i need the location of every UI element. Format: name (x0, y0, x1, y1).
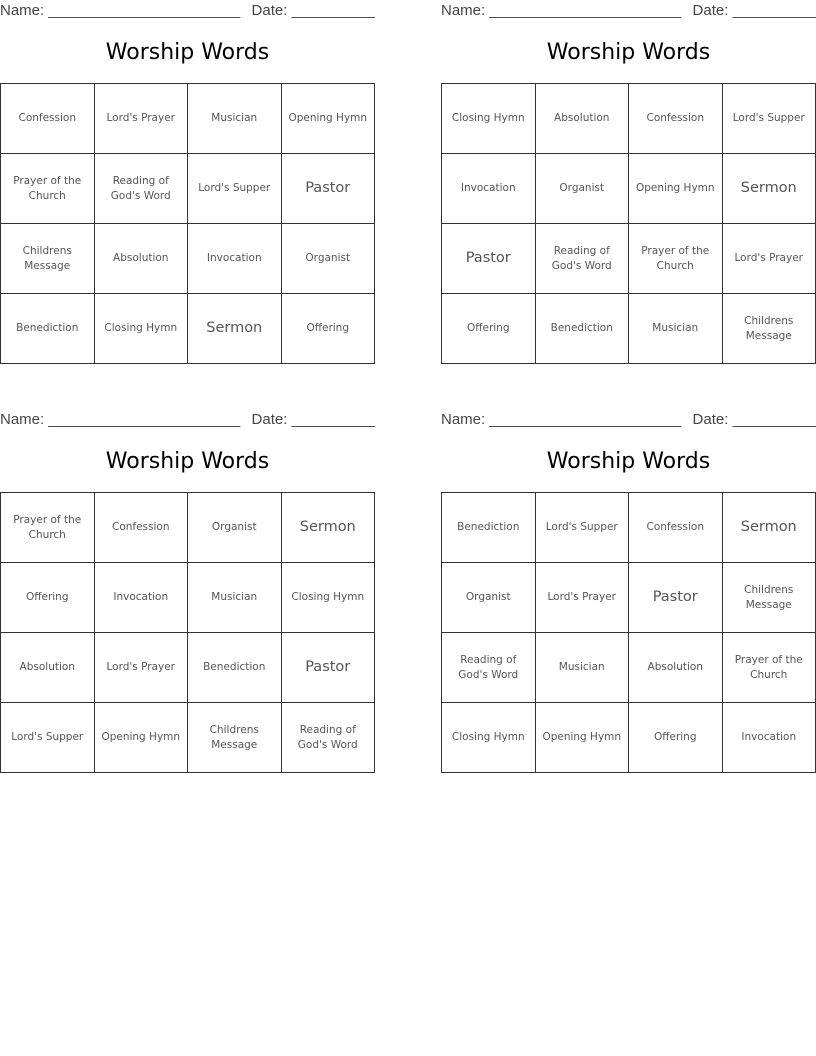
grid-row (1, 563, 375, 633)
grid-cell: Benediction (535, 294, 629, 364)
bingo-grid (0, 83, 375, 364)
grid-row (442, 224, 816, 294)
name-field-label: Name: _______________________ (0, 411, 241, 428)
grid-cell: Musician (188, 84, 282, 154)
grid-row (1, 154, 375, 224)
date-field-label: Date: __________ (692, 411, 816, 428)
grid-cell: Offering (442, 294, 536, 364)
grid-cell: Organist (535, 154, 629, 224)
grid-cell: Invocation (94, 563, 188, 633)
grid-cell: Invocation (722, 703, 816, 773)
grid-cell: Lord's Supper (722, 84, 816, 154)
grid-cell: Benediction (188, 633, 282, 703)
grid-cell: Sermon (722, 493, 816, 563)
grid-row (442, 84, 816, 154)
grid-cell: Sermon (188, 294, 282, 364)
grid-cell: Musician (188, 563, 282, 633)
grid-cell: Confession (94, 493, 188, 563)
grid-cell: Childrens Message (1, 224, 95, 294)
grid-cell: Absolution (1, 633, 95, 703)
grid-row (442, 563, 816, 633)
grid-cell: Musician (535, 633, 629, 703)
grid-cell: Closing Hymn (281, 563, 375, 633)
grid-cell: Absolution (629, 633, 723, 703)
grid-cell: Lord's Supper (535, 493, 629, 563)
grid-cell: Absolution (535, 84, 629, 154)
grid-row (1, 224, 375, 294)
grid-cell: Confession (1, 84, 95, 154)
grid-cell: Benediction (442, 493, 536, 563)
grid-cell: Organist (188, 493, 282, 563)
grid-cell: Invocation (442, 154, 536, 224)
grid-cell: Invocation (188, 224, 282, 294)
grid-row (442, 294, 816, 364)
grid-cell: Offering (281, 294, 375, 364)
grid-cell: Closing Hymn (442, 703, 536, 773)
grid-cell: Prayer of the Church (629, 224, 723, 294)
grid-cell: Childrens Message (722, 294, 816, 364)
date-field-label: Date: __________ (251, 411, 375, 428)
grid-cell: Closing Hymn (442, 84, 536, 154)
grid-cell: Confession (629, 84, 723, 154)
card-title: Worship Words (546, 449, 711, 474)
card-title: Worship Words (546, 40, 711, 65)
grid-cell: Reading of God's Word (281, 703, 375, 773)
grid-cell: Pastor (629, 563, 723, 633)
grid-cell: Lord's Supper (188, 154, 282, 224)
grid-cell: Opening Hymn (94, 703, 188, 773)
name-field-label: Name: _______________________ (0, 2, 241, 19)
grid-cell: Organist (442, 563, 536, 633)
grid-cell: Prayer of the Church (722, 633, 816, 703)
grid-cell: Lord's Supper (1, 703, 95, 773)
grid-row (1, 294, 375, 364)
card-title: Worship Words (105, 449, 270, 474)
grid-cell: Absolution (94, 224, 188, 294)
grid-cell: Sermon (722, 154, 816, 224)
grid-row (442, 633, 816, 703)
grid-cell: Musician (629, 294, 723, 364)
card-header (441, 409, 816, 429)
card-header (0, 0, 375, 20)
grid-cell: Offering (1, 563, 95, 633)
name-field-label: Name: _______________________ (441, 411, 682, 428)
date-field-label: Date: __________ (251, 2, 375, 19)
grid-cell: Lord's Prayer (535, 563, 629, 633)
grid-cell: Confession (629, 493, 723, 563)
grid-cell: Organist (281, 224, 375, 294)
grid-cell: Sermon (281, 493, 375, 563)
grid-cell: Childrens Message (188, 703, 282, 773)
bingo-grid (441, 492, 816, 773)
grid-cell: Prayer of the Church (1, 154, 95, 224)
grid-cell: Benediction (1, 294, 95, 364)
grid-cell: Reading of God's Word (442, 633, 536, 703)
grid-cell: Reading of God's Word (535, 224, 629, 294)
grid-cell: Pastor (442, 224, 536, 294)
grid-cell: Reading of God's Word (94, 154, 188, 224)
grid-cell: Offering (629, 703, 723, 773)
grid-cell: Lord's Prayer (94, 633, 188, 703)
grid-cell: Lord's Prayer (722, 224, 816, 294)
grid-cell: Childrens Message (722, 563, 816, 633)
name-field-label: Name: _______________________ (441, 2, 682, 19)
grid-row (1, 493, 375, 563)
date-field-label: Date: __________ (692, 2, 816, 19)
grid-row (1, 703, 375, 773)
grid-cell: Pastor (281, 633, 375, 703)
grid-cell: Prayer of the Church (1, 493, 95, 563)
card-header (0, 409, 375, 429)
grid-row (1, 633, 375, 703)
grid-cell: Lord's Prayer (94, 84, 188, 154)
card-header (441, 0, 816, 20)
bingo-grid (441, 83, 816, 364)
grid-cell: Closing Hymn (94, 294, 188, 364)
bingo-grid (0, 492, 375, 773)
grid-row (442, 154, 816, 224)
grid-cell: Opening Hymn (629, 154, 723, 224)
card-title: Worship Words (105, 40, 270, 65)
grid-cell: Opening Hymn (535, 703, 629, 773)
grid-row (442, 703, 816, 773)
grid-cell: Opening Hymn (281, 84, 375, 154)
grid-row (442, 493, 816, 563)
grid-cell: Pastor (281, 154, 375, 224)
grid-row (1, 84, 375, 154)
